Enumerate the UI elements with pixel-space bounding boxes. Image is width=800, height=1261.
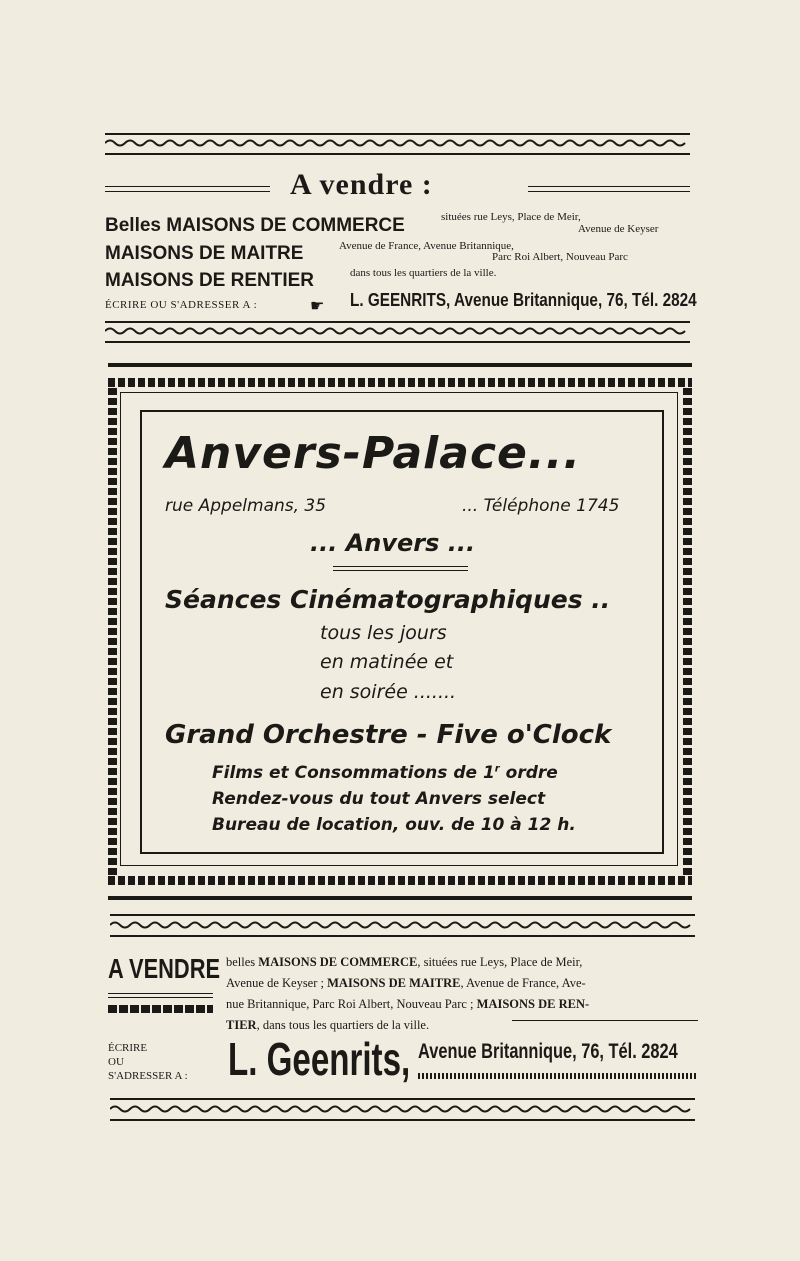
pointing-hand-icon: ☛ xyxy=(310,298,325,315)
title-left-line xyxy=(105,186,270,187)
top-ad-title: A vendre : xyxy=(290,168,433,201)
bottom-address: Avenue Britannique, 76, Tél. 2824 xyxy=(418,1040,678,1063)
palace-city: ... Anvers ... xyxy=(310,529,476,557)
bottom-title-line-2 xyxy=(108,997,213,998)
palace-heading: Séances Cinématographiques .. xyxy=(165,585,611,614)
top-contact-value: L. GEENRITS, Avenue Britannique, 76, Tél. 2824 xyxy=(350,290,697,310)
bottom-contact-label: ÉCRIRE OU S'ADRESSER A : xyxy=(108,1042,188,1082)
bottom-end-rule-2 xyxy=(110,1119,695,1121)
top-border-rule-2 xyxy=(105,153,690,155)
title-right-line xyxy=(528,186,690,187)
palace-info-1: Films et Consommations de 1$^r$ ordre xyxy=(212,763,558,783)
bottom-address-bar xyxy=(418,1073,698,1079)
bottom-end-ornament xyxy=(110,1104,695,1114)
bottom-name: L. Geenrits, xyxy=(228,1033,411,1085)
bottom-description: belles MAISONS DE COMMERCE, situées rue Leys, Place de Meir, Avenue de Keyser ; MAISONS DE MAITRE, Avenue de France, Ave- nue Britannique, Parc Roi Albert, Nouveau Parc ; MAISONS DE REN- TIER, dans tous les quartiers de la ville. xyxy=(226,955,590,1032)
palace-address: rue Appelmans, 35 xyxy=(165,496,327,516)
top-ornament-band xyxy=(105,138,690,148)
top-line1-detail-a: situées rue Leys, Place de Meir, xyxy=(441,211,581,223)
palace-bottom-bar xyxy=(108,896,692,900)
bottom-title-line xyxy=(108,993,213,994)
palace-hatch-left xyxy=(108,388,117,876)
bottom-top-ornament xyxy=(110,920,695,930)
bottom-title-bar xyxy=(108,1005,213,1013)
bottom-ad-title: A VENDRE xyxy=(108,953,221,984)
city-underline-2 xyxy=(333,570,468,571)
city-underline xyxy=(333,566,468,567)
top-line1-detail-b: Avenue de Keyser xyxy=(578,223,659,235)
palace-schedule-3: en soirée ....... xyxy=(320,681,457,703)
palace-info-3: Bureau de location, ouv. de 10 à 12 h. xyxy=(212,815,576,835)
title-right-line-2 xyxy=(528,191,690,192)
top-bottom-ornament xyxy=(105,326,690,336)
top-bottom-rule-2 xyxy=(105,341,690,343)
description-end-line xyxy=(512,1020,698,1021)
top-line3-main: MAISONS DE RENTIER xyxy=(105,270,315,291)
palace-orchestra: Grand Orchestre - Five o'Clock xyxy=(165,720,612,750)
top-contact-label: ÉCRIRE OU S'ADRESSER A : xyxy=(105,299,258,311)
title-left-line-2 xyxy=(105,191,270,192)
bottom-end-rule xyxy=(110,1098,695,1100)
palace-schedule-1: tous les jours xyxy=(320,622,447,644)
palace-top-bar xyxy=(108,363,692,367)
palace-phone: ... Téléphone 1745 xyxy=(462,496,620,516)
top-line2-detail-a: Avenue de France, Avenue Britannique, xyxy=(339,240,514,252)
palace-hatch-right xyxy=(683,388,692,876)
top-line2-main: MAISONS DE MAITRE xyxy=(105,243,304,264)
top-bottom-rule xyxy=(105,321,690,323)
top-border-rule xyxy=(105,133,690,135)
top-line3-detail: dans tous les quartiers de la ville. xyxy=(350,267,497,279)
top-line2-detail-b: Parc Roi Albert, Nouveau Parc xyxy=(492,251,628,263)
bottom-top-rule-2 xyxy=(110,935,695,937)
palace-info-2: Rendez-vous du tout Anvers select xyxy=(212,789,546,809)
palace-hatch-top xyxy=(108,378,692,387)
palace-schedule-2: en matinée et xyxy=(320,651,454,673)
top-line1-main: Belles MAISONS DE COMMERCE xyxy=(105,215,405,236)
palace-title: Anvers-Palace... xyxy=(165,428,582,479)
palace-hatch-bottom xyxy=(108,876,692,885)
bottom-top-rule xyxy=(110,914,695,916)
